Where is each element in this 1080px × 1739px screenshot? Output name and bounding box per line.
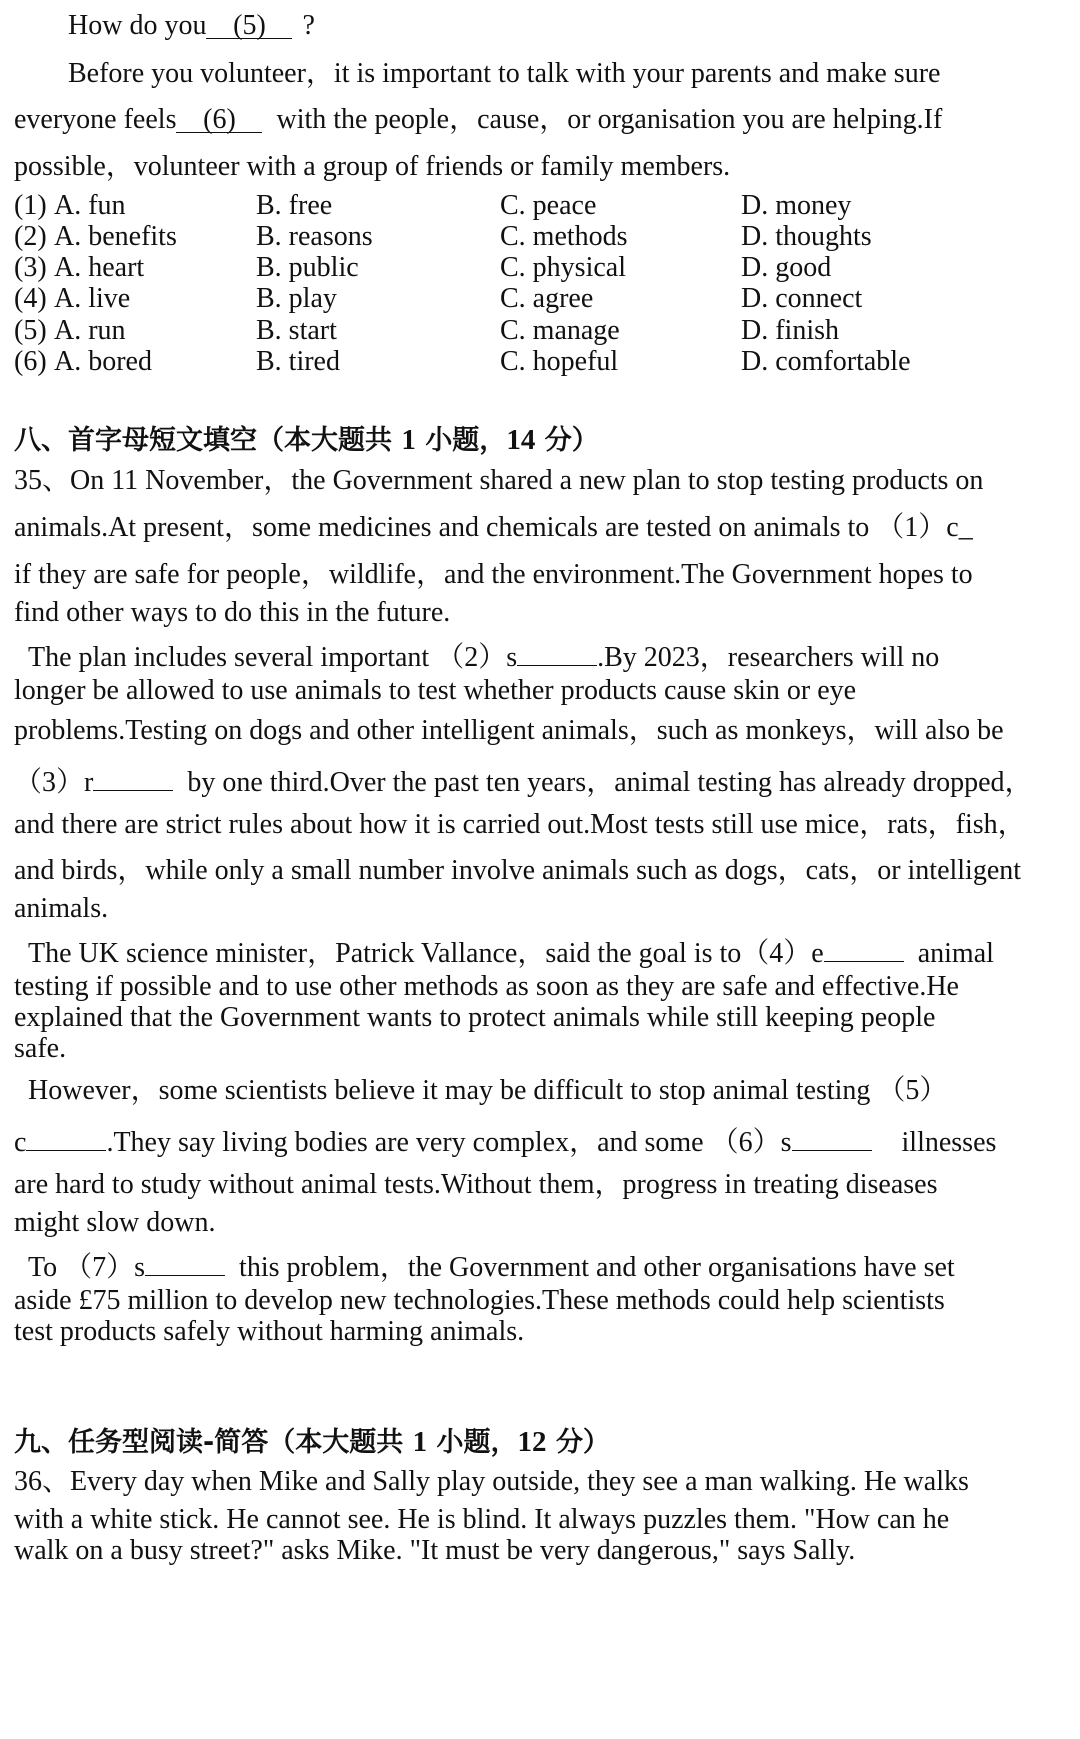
- q35-line: explained that the Government wants to protect animals while still keeping people: [14, 1002, 936, 1033]
- blank-5-q35: [26, 1124, 106, 1151]
- q35-line: might slow down.: [14, 1207, 216, 1238]
- option-a: A. heart: [54, 252, 145, 283]
- option-d: D. money: [741, 190, 852, 221]
- q35-line: [28, 1249, 955, 1282]
- option-c: C. methods: [500, 221, 628, 252]
- q35-line: and there are strict rules about how it is carried out.Most tests still use mice，rats，fish，: [14, 809, 1026, 840]
- q34-paragraph-line: [14, 106, 942, 134]
- q35-line: safe.: [14, 1033, 67, 1064]
- q35-text: （3）r: [14, 767, 94, 798]
- q35-line: However，some scientists believe it may be difficult to stop animal testing （5）: [28, 1075, 948, 1106]
- q34-text: ?: [302, 10, 315, 41]
- q36-line: walk on a busy street?" asks Mike. "It must be very dangerous," says Sally.: [14, 1535, 856, 1566]
- heading-text: 分）: [544, 425, 599, 456]
- blank-6-q35: [792, 1124, 872, 1151]
- option-a: A. live: [54, 283, 131, 314]
- option-c: C. hopeful: [500, 346, 619, 377]
- heading-text: 小题，: [436, 1427, 518, 1458]
- heading-text: 小题，: [425, 425, 507, 456]
- section-heading-8: [14, 418, 599, 457]
- blank-4: [824, 935, 904, 962]
- q35-line: animals.At present，some medicines and chemicals are tested on animals to （1）c_: [14, 512, 973, 543]
- q35-text: c: [14, 1127, 27, 1158]
- option-b: B. public: [256, 252, 359, 283]
- blank-7: [145, 1249, 225, 1276]
- q35-line: aside £75 million to develop new technologies.These methods could help scientists: [14, 1285, 945, 1316]
- q34-text: How do you: [68, 10, 207, 41]
- q35-line: [28, 639, 939, 672]
- q35-line: if they are safe for people，wildlife，and the environment.The Government hopes to: [14, 559, 973, 590]
- q34-paragraph-line: Before you volunteer，it is important to talk with your parents and make sure: [68, 58, 941, 89]
- option-c: C. agree: [500, 283, 594, 314]
- blank-2: [517, 639, 597, 666]
- q35-line: 35、On 11 November，the Government shared a new plan to stop testing products on: [14, 465, 984, 496]
- q34-text: with the people，cause，or organisation you are helping.If: [276, 104, 943, 135]
- q35-text: The plan includes several important （2）s: [28, 642, 518, 673]
- q35-line: [14, 1124, 996, 1157]
- heading-number: 12: [517, 1426, 547, 1458]
- q35-text: this problem，the Government and other organisations have set: [239, 1252, 955, 1283]
- option-b: B. tired: [256, 346, 340, 377]
- q35-text: by one third.Over the past ten years，animal testing has already dropped，: [187, 767, 1033, 798]
- option-c: C. physical: [500, 252, 626, 283]
- option-d: D. finish: [741, 315, 839, 346]
- q36-line: 36、Every day when Mike and Sally play outside, they see a man walking. He walks: [14, 1466, 969, 1497]
- option-number: (4): [14, 283, 47, 314]
- blank-3: [93, 764, 173, 791]
- heading-text: 九、任务型阅读-简答（本大题共: [14, 1427, 404, 1458]
- q35-text: illnesses: [901, 1127, 997, 1158]
- option-d: D. connect: [741, 283, 863, 314]
- q35-line: find other ways to do this in the future.: [14, 597, 451, 628]
- q35-text: To （7）s: [28, 1252, 146, 1283]
- option-b: B. free: [256, 190, 333, 221]
- option-d: D. thoughts: [741, 221, 872, 252]
- heading-text: 八、首字母短文填空（本大题共: [14, 425, 392, 456]
- option-c: C. manage: [500, 315, 620, 346]
- heading-number: 1: [401, 424, 416, 456]
- q35-line: testing if possible and to use other methods as soon as they are safe and effective.He: [14, 971, 959, 1002]
- q35-line: are hard to study without animal tests.Without them，progress in treating diseases: [14, 1169, 938, 1200]
- blank-5: (5): [206, 12, 292, 39]
- option-d: D. comfortable: [741, 346, 911, 377]
- q35-text: .By 2023，researchers will no: [597, 642, 940, 673]
- option-b: B. reasons: [256, 221, 373, 252]
- q35-line: animals.: [14, 893, 109, 924]
- option-a: A. fun: [54, 190, 126, 221]
- q35-line: problems.Testing on dogs and other intelligent animals，such as monkeys，will also be: [14, 715, 1004, 746]
- option-number: (3): [14, 252, 47, 283]
- q34-line-how-do-you: [68, 12, 315, 40]
- option-c: C. peace: [500, 190, 597, 221]
- q35-text: .They say living bodies are very complex，and some （6）s: [106, 1127, 792, 1158]
- option-a: A. bored: [54, 346, 152, 377]
- q35-line: longer be allowed to use animals to test whether products cause skin or eye: [14, 675, 857, 706]
- q35-line: test products safely without harming animals.: [14, 1316, 525, 1347]
- heading-number: 14: [506, 424, 536, 456]
- option-number: (2): [14, 221, 47, 252]
- q35-line: [28, 935, 994, 968]
- q35-text: animal: [917, 938, 994, 969]
- q34-text: everyone feels: [14, 104, 177, 135]
- option-number: (1): [14, 190, 47, 221]
- blank-6: (6): [176, 106, 262, 133]
- option-a: A. benefits: [54, 221, 177, 252]
- q35-line: and birds，while only a small number involve animals such as dogs，cats，or intelligent: [14, 855, 1022, 886]
- q36-line: with a white stick. He cannot see. He is blind. It always puzzles them. "How can he: [14, 1504, 950, 1535]
- option-b: B. play: [256, 283, 337, 314]
- heading-text: 分）: [555, 1427, 610, 1458]
- q35-text: The UK science minister，Patrick Vallance，said the goal is to（4）e: [28, 938, 824, 969]
- option-b: B. start: [256, 315, 337, 346]
- q35-line: [14, 764, 1033, 797]
- option-d: D. good: [741, 252, 832, 283]
- option-number: (5): [14, 315, 47, 346]
- option-number: (6): [14, 346, 47, 377]
- heading-number: 1: [412, 1426, 428, 1458]
- section-heading-9: [14, 1420, 610, 1459]
- option-a: A. run: [54, 315, 126, 346]
- q34-paragraph-line: possible，volunteer with a group of friends or family members.: [14, 151, 731, 182]
